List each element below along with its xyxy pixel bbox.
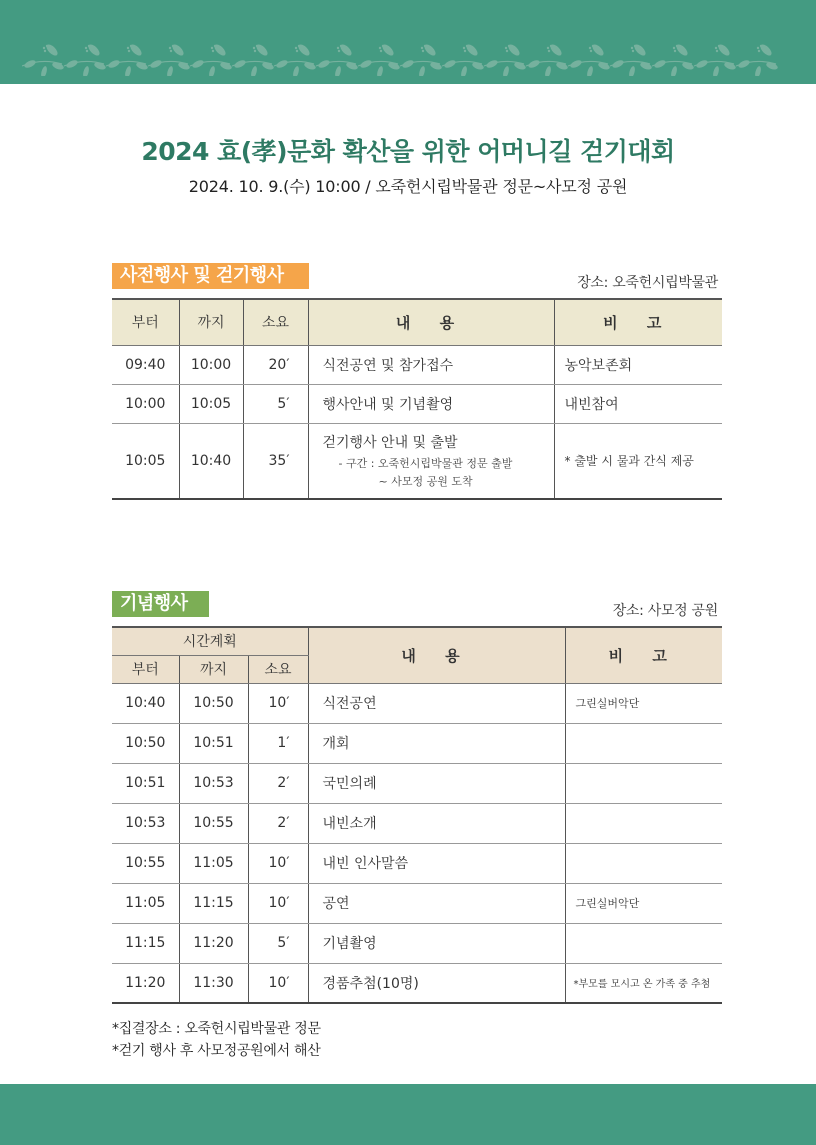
cell-duration: 10′ — [248, 963, 308, 1003]
cell-duration: 10′ — [248, 683, 308, 723]
cell-to: 10:50 — [179, 683, 248, 723]
cell-from: 10:00 — [112, 384, 179, 423]
cell-duration: 5′ — [243, 384, 308, 423]
cell-to: 10:00 — [179, 345, 243, 384]
page-title: 2024 효(孝)문화 확산을 위한 어머니길 걷기대회 — [141, 137, 675, 166]
table-row — [112, 384, 722, 423]
cell-from: 10:40 — [112, 683, 179, 723]
cell-duration: 20′ — [243, 345, 308, 384]
cell-content: 공연 — [308, 883, 565, 923]
cell-duration: 35′ — [243, 423, 308, 499]
header-duration: 소요 — [248, 655, 308, 683]
cell-from: 11:15 — [112, 923, 179, 963]
content-main: 걷기행사 안내 및 출발 — [322, 435, 458, 452]
cell-note: 내빈참여 — [554, 384, 722, 423]
cell-note: *부모를 모시고 온 가족 중 추첨 — [565, 963, 722, 1003]
bottom-banner — [0, 1084, 816, 1145]
section-venue-ceremony: 장소: 사모정 공원 — [612, 603, 718, 619]
cell-content: 국민의례 — [308, 763, 565, 803]
cell-content: 식전공연 및 참가접수 — [308, 345, 554, 384]
content-route: - 구간 : 오죽헌시립박물관 정문 출발 — [338, 457, 513, 471]
cell-from: 10:55 — [112, 843, 179, 883]
cell-from: 11:05 — [112, 883, 179, 923]
cell-from: 10:50 — [112, 723, 179, 763]
table-row — [112, 763, 722, 803]
cell-content: 행사안내 및 기념촬영 — [308, 384, 554, 423]
section-badge-ceremony: 기념행사 — [112, 591, 209, 617]
table-row — [112, 345, 722, 384]
ceremony-schedule-table — [112, 626, 722, 1004]
cell-duration: 2′ — [248, 803, 308, 843]
section-badge-pre-event: 사전행사 및 걷기행사 — [112, 263, 309, 289]
cell-note: 그린실버악단 — [565, 683, 722, 723]
table-header-row — [112, 627, 722, 655]
cell-content: 내빈 인사말씀 — [308, 843, 565, 883]
top-banner — [0, 0, 816, 84]
event-date-location: 2024. 10. 9.(수) 10:00 / 오죽헌시립박물관 정문~사모정 공원 — [188, 177, 628, 196]
footnote-gathering-place: *집결장소 : 오죽헌시립박물관 정문 — [112, 1021, 321, 1037]
cell-note — [565, 923, 722, 963]
cell-to: 10:53 — [179, 763, 248, 803]
pre-event-schedule-table — [112, 298, 722, 500]
cell-note — [565, 763, 722, 803]
cell-duration: 1′ — [248, 723, 308, 763]
table-row — [112, 843, 722, 883]
cell-note: * 출발 시 물과 간식 제공 — [554, 423, 722, 499]
header-from: 부터 — [112, 299, 179, 345]
cell-duration: 10′ — [248, 883, 308, 923]
header-content: 내 용 — [308, 299, 554, 345]
cell-from: 11:20 — [112, 963, 179, 1003]
header-note: 비 고 — [554, 299, 722, 345]
cell-from: 10:51 — [112, 763, 179, 803]
cell-from: 10:53 — [112, 803, 179, 843]
cell-note — [565, 843, 722, 883]
table-row — [112, 803, 722, 843]
cell-duration: 2′ — [248, 763, 308, 803]
cell-note: 농악보존회 — [554, 345, 722, 384]
header-content: 내 용 — [308, 627, 565, 683]
table-row — [112, 723, 722, 763]
table-row — [112, 923, 722, 963]
table-row — [112, 683, 722, 723]
header-from: 부터 — [112, 655, 179, 683]
header-to: 까지 — [179, 299, 243, 345]
cell-note — [565, 723, 722, 763]
table-row — [112, 963, 722, 1003]
cell-note: 그린실버악단 — [565, 883, 722, 923]
footnotes — [112, 1018, 321, 1062]
cell-to: 11:05 — [179, 843, 248, 883]
header-note: 비 고 — [565, 627, 722, 683]
cell-content — [308, 423, 554, 499]
cell-note — [565, 803, 722, 843]
header-time-plan: 시간계획 — [112, 627, 308, 655]
content-route-end: ~ 사모정 공원 도착 — [378, 475, 473, 489]
cell-content: 기념촬영 — [308, 923, 565, 963]
header-to: 까지 — [179, 655, 248, 683]
footnote-dismissal: *걷기 행사 후 사모정공원에서 해산 — [112, 1043, 321, 1059]
cell-content: 식전공연 — [308, 683, 565, 723]
cell-content: 개회 — [308, 723, 565, 763]
table-header-row — [112, 299, 722, 345]
cell-to: 11:20 — [179, 923, 248, 963]
cell-to: 10:05 — [179, 384, 243, 423]
cell-content: 내빈소개 — [308, 803, 565, 843]
table-row — [112, 883, 722, 923]
cell-to: 10:40 — [179, 423, 243, 499]
cell-content: 경품추첨(10명) — [308, 963, 565, 1003]
vine-decoration-icon — [22, 42, 792, 76]
cell-from: 10:05 — [112, 423, 179, 499]
section-venue-pre-event: 장소: 오죽헌시립박물관 — [577, 275, 718, 291]
cell-from: 09:40 — [112, 345, 179, 384]
table-row — [112, 423, 722, 499]
cell-duration: 10′ — [248, 843, 308, 883]
header-duration: 소요 — [243, 299, 308, 345]
cell-to: 11:15 — [179, 883, 248, 923]
cell-to: 10:51 — [179, 723, 248, 763]
cell-to: 11:30 — [179, 963, 248, 1003]
cell-to: 10:55 — [179, 803, 248, 843]
cell-duration: 5′ — [248, 923, 308, 963]
